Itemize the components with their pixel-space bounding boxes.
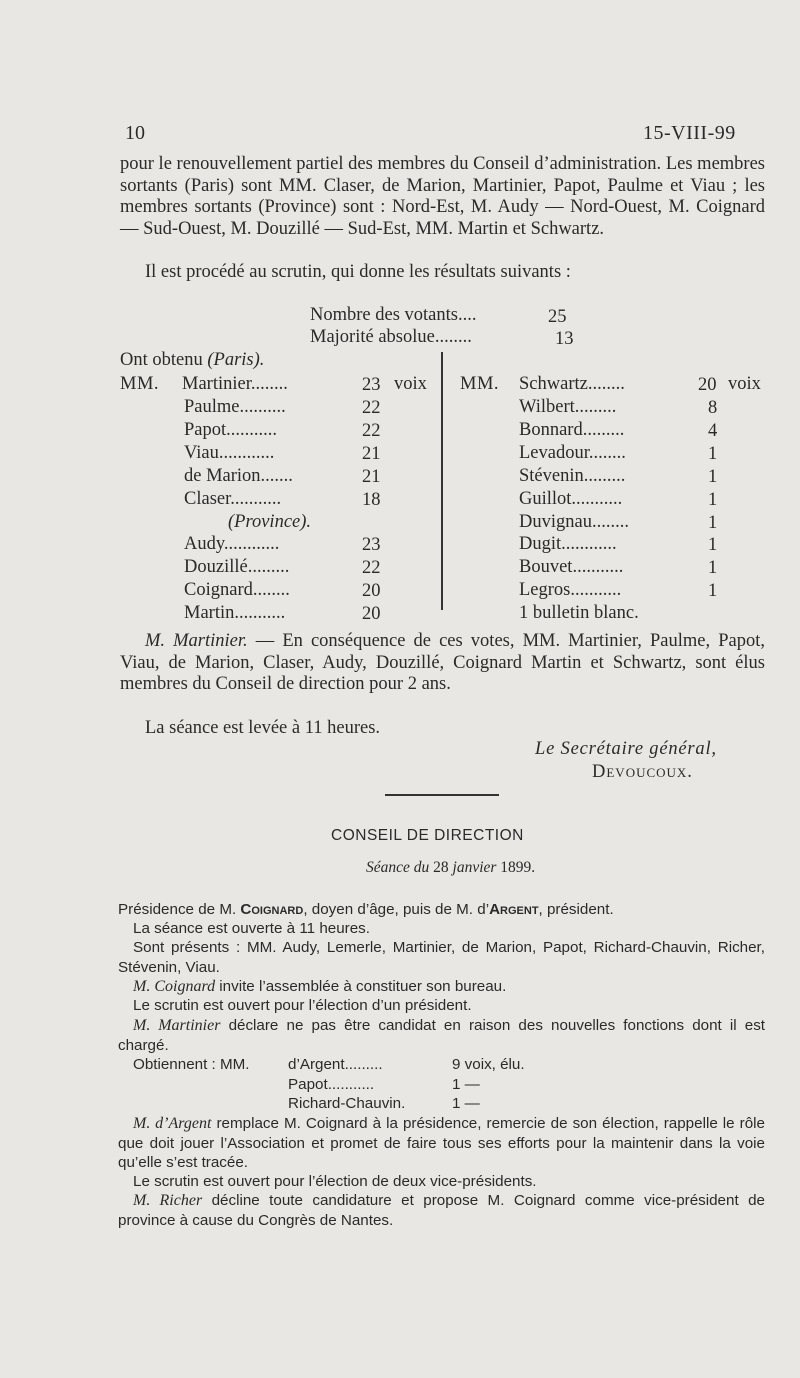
result-votes: 1	[708, 490, 718, 510]
result-votes: 22	[362, 421, 381, 441]
paragraph-scrutin: Il est procédé au scrutin, qui donne les résultats suivants :	[145, 262, 571, 282]
result-name: Schwartz........	[519, 374, 625, 394]
result-name: Claser...........	[184, 489, 282, 509]
speaker-coignard: M. Coignard	[133, 978, 216, 995]
block-martinier-text: déclare ne pas être candidat en raison des nouvelles fonctions dont il est chargé.	[118, 1017, 766, 1054]
obtiennent-votes: 1 —	[452, 1076, 480, 1093]
obtiennent-name: d’Argent.........	[288, 1056, 383, 1073]
block-richer-text: décline toute candidature et propose M. Coignard comme vice-président de province à cause du Congrès de Nantes.	[118, 1192, 765, 1229]
result-name: Bonnard.........	[519, 420, 625, 440]
mm-left: MM.	[120, 374, 160, 394]
session-month: janvier	[452, 859, 497, 876]
result-votes: 1	[708, 467, 718, 487]
block-coignard	[118, 977, 765, 997]
page-date: 15-VIII-99	[643, 122, 736, 144]
paragraph-elus	[120, 631, 765, 696]
block-argent	[118, 1114, 765, 1173]
result-votes: 1	[708, 444, 718, 464]
result-name: de Marion.......	[184, 466, 293, 486]
session-prefix: Séance du	[366, 859, 430, 876]
result-votes: 22	[362, 558, 381, 578]
votants-value: 25	[548, 307, 567, 327]
paris-label: (Paris).	[207, 350, 265, 370]
presidence-argent: Argent	[489, 901, 539, 918]
signature-name: Devoucoux.	[592, 762, 693, 782]
result-name: Audy............	[184, 534, 280, 554]
result-unit: voix	[728, 374, 761, 394]
paragraph-seance-levee: La séance est levée à 11 heures.	[145, 718, 381, 738]
obtiennent-votes: 1 —	[452, 1095, 480, 1112]
result-votes: 1	[708, 535, 718, 555]
paragraph-elus-text: — En conséquence de ces votes, MM. Martinier, Paulme, Papot, Viau, de Marion, Claser, Audy, Douzillé, Coignard Martin et Schwartz, sont élus membres du Conseil de direction pour 2 ans.	[120, 631, 765, 694]
result-name: Dugit............	[519, 534, 617, 554]
mm-right: MM.	[460, 374, 500, 394]
result-votes: 20	[698, 375, 717, 395]
paragraph-renouvellement: pour le renouvellement partiel des membres du Conseil d’administration. Les membres sortants (Paris) sont MM. Claser, de Marion, Martinier, Papot, Paulme et Viau ; les membres sortants (Province) sont : Nord-Est, M. Audy — Nord-Ouest, M. Coignard — Sud-Ouest, M. Douzillé — Sud-Est, MM. Martin et Schwartz.	[120, 154, 765, 239]
result-votes: 4	[708, 421, 718, 441]
obtenu-label: Ont obtenu	[120, 350, 203, 370]
result-votes: 18	[362, 490, 381, 510]
block-presidence	[118, 900, 765, 920]
result-name: Martin...........	[184, 603, 286, 623]
result-name: Douzillé.........	[184, 557, 290, 577]
presidence-text-c: , président.	[538, 901, 614, 918]
column-divider	[441, 352, 443, 610]
block-richer	[118, 1191, 765, 1230]
obtenu-heading	[120, 350, 264, 371]
result-votes: 1	[708, 513, 718, 533]
result-unit: voix	[394, 374, 427, 394]
block-martinier	[118, 1016, 765, 1055]
result-name: Bouvet...........	[519, 557, 624, 577]
session-year: 1899.	[500, 859, 536, 876]
result-name: Stévenin.........	[519, 466, 626, 486]
majorite-value: 13	[555, 329, 574, 349]
result-name: Viau............	[184, 443, 275, 463]
result-name: Papot...........	[184, 420, 278, 440]
result-votes: 20	[362, 581, 381, 601]
result-name: Paulme..........	[184, 397, 286, 417]
result-name: Levadour........	[519, 443, 626, 463]
result-name: 1 bulletin blanc.	[519, 603, 639, 623]
province-label: (Province).	[228, 512, 312, 532]
session-day: 28	[433, 859, 449, 876]
result-votes: 8	[708, 398, 718, 418]
majorite-label: Majorité absolue........	[310, 327, 472, 347]
signature-title: Le Secrétaire général,	[535, 739, 717, 759]
obtiennent-label: Obtiennent : MM.	[133, 1056, 250, 1073]
page-number: 10	[125, 122, 145, 144]
section-divider	[385, 794, 499, 796]
block-argent-text: remplace M. Coignard à la présidence, remercie de son élection, rappelle le rôle que doit jouer l’Association et promet de faire tous ses efforts pour la maintenir dans la voie qu’elle s’est tracée.	[118, 1115, 766, 1171]
obtiennent-name: Papot...........	[288, 1076, 375, 1093]
result-name: Guillot...........	[519, 489, 623, 509]
result-votes: 22	[362, 398, 381, 418]
result-name: Wilbert.........	[519, 397, 617, 417]
speaker-richer: M. Richer	[133, 1192, 203, 1209]
presidence-text-a: Présidence de M.	[118, 901, 241, 918]
result-votes: 23	[362, 535, 381, 555]
result-name: Coignard........	[184, 580, 290, 600]
block-coignard-text: invite l’assemblée à constituer son bureau.	[215, 978, 507, 995]
obtiennent-name: Richard-Chauvin.	[288, 1095, 406, 1112]
block-scrutin-vice: Le scrutin est ouvert pour l’élection de deux vice-présidents.	[133, 1173, 537, 1190]
result-name: Martinier........	[182, 374, 288, 394]
speaker-martinier: M. Martinier.	[145, 631, 248, 651]
session-date	[366, 859, 535, 877]
result-name: Legros...........	[519, 580, 622, 600]
section-heading: CONSEIL DE DIRECTION	[331, 827, 524, 844]
result-name: Duvignau........	[519, 512, 629, 532]
result-votes: 21	[362, 467, 381, 487]
block-presents: Sont présents : MM. Audy, Lemerle, Martinier, de Marion, Papot, Richard-Chauvin, Richer, Stévenin, Viau.	[118, 939, 765, 976]
presidence-coignard: Coignard	[240, 901, 304, 918]
presidence-text-b: , doyen d’âge, puis de M. d’	[303, 901, 490, 918]
result-votes: 1	[708, 581, 718, 601]
result-votes: 20	[362, 604, 381, 624]
votants-label: Nombre des votants....	[310, 305, 477, 325]
speaker-martinier-2: M. Martinier	[133, 1017, 221, 1034]
result-votes: 21	[362, 444, 381, 464]
obtiennent-votes: 9 voix, élu.	[452, 1056, 525, 1073]
block-scrutin-president: Le scrutin est ouvert pour l’élection d’un président.	[133, 997, 472, 1014]
block-seance-ouverte: La séance est ouverte à 11 heures.	[133, 920, 370, 937]
speaker-argent: M. d’Argent	[133, 1115, 212, 1132]
result-votes: 1	[708, 558, 718, 578]
result-votes: 23	[362, 375, 381, 395]
